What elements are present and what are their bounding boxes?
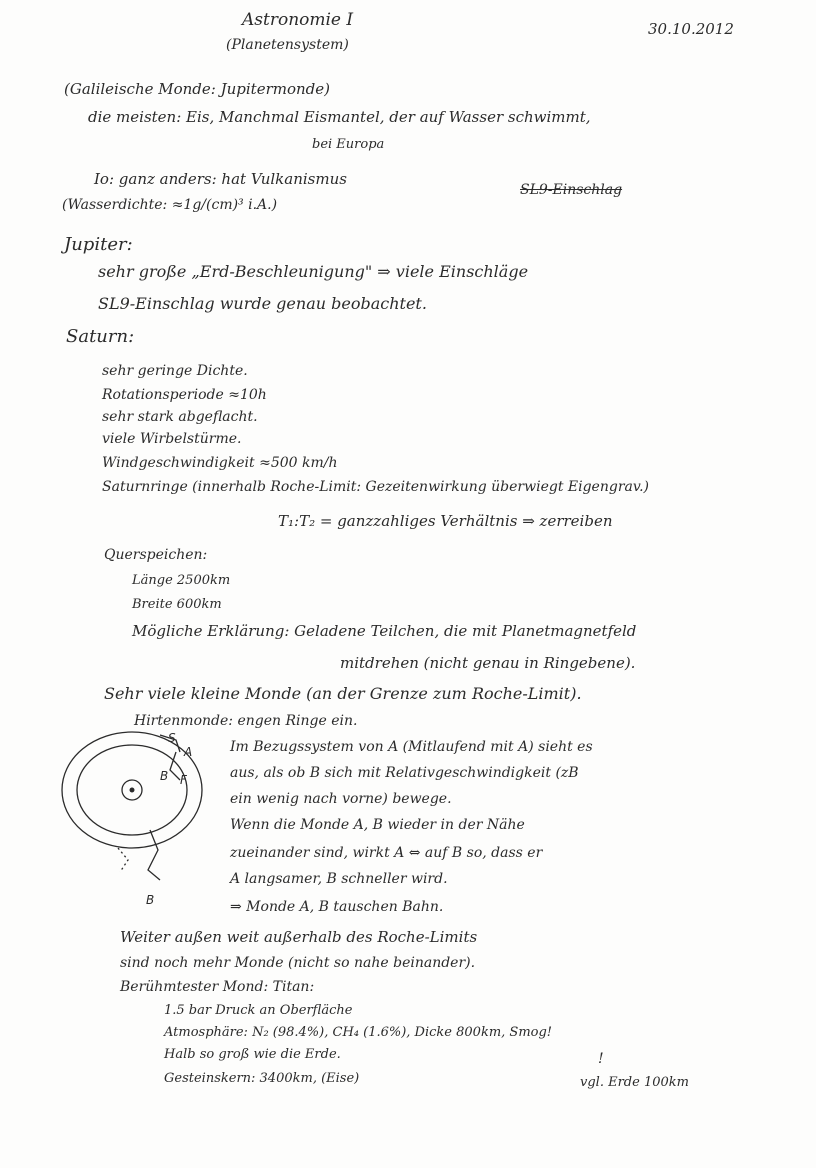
jupiter-heading: Jupiter: [64, 234, 133, 255]
titan-core: Gesteinskern: 3400km, (Eise) [164, 1071, 360, 1086]
planet-center-dot [130, 788, 135, 793]
dotted-path [118, 848, 128, 872]
galilean-europa: bei Europa [312, 137, 385, 152]
moons-paragraph-6: A langsamer, B schneller wird. [230, 871, 448, 887]
diagram-label: F [180, 773, 187, 787]
galilean-most: die meisten: Eis, Manchmal Eismantel, der auf Wasser schwimmt, [88, 108, 591, 126]
galilean-water: (Wasserdichte: ≈1g/(cm)³ i.A.) [62, 197, 278, 213]
moons-farther-1: Weiter außen weit außerhalb des Roche-Limits [120, 928, 478, 946]
diagram-label: S [168, 731, 176, 745]
moons-paragraph-5: zueinander sind, wirkt A ⇔ auf B so, dass er [230, 845, 543, 861]
second-moon-path [148, 830, 160, 880]
moons-farther-2: sind noch mehr Monde (nicht so nahe beinander). [120, 955, 476, 971]
galilean-io: Io: ganz anders: hat Vulkanismus [94, 170, 347, 188]
saturn-heading: Saturn: [66, 326, 135, 347]
struck-text: SL9-Einschlag [520, 182, 623, 198]
page-title: Astronomie I [242, 10, 354, 30]
moons-paragraph-2: aus, als ob B sich mit Relativgeschwindigkeit (zB [230, 765, 579, 781]
moons-famous: Berühmtester Mond: Titan: [120, 979, 315, 995]
page-subtitle: (Planetensystem) [226, 37, 349, 53]
spokes-width: Breite 600km [132, 597, 222, 612]
moons-paragraph-3: ein wenig nach vorne) bewege. [230, 791, 452, 807]
spokes-expl-1: Mögliche Erklärung: Geladene Teilchen, die mit Planetmagnetfeld [132, 622, 637, 640]
spokes-expl-2: mitdrehen (nicht genau in Ringebene). [340, 654, 636, 672]
note-date: 30.10.2012 [648, 20, 734, 38]
saturn-wind: Windgeschwindigkeit ≈500 km/h [102, 455, 338, 471]
jupiter-line-1: sehr große „Erd-Beschleunigung" ⇒ viele Einschläge [98, 262, 529, 281]
diagram-label: B [146, 893, 155, 907]
saturn-density: sehr geringe Dichte. [102, 363, 248, 379]
saturn-ratio: T₁:T₂ = ganzzahliges Verhältnis ⇒ zerreiben [278, 512, 613, 530]
moons-shepherd: Hirtenmonde: engen Ringe ein. [134, 713, 358, 729]
diagram-label: A [184, 745, 193, 759]
moons-many: Sehr viele kleine Monde (an der Grenze zum Roche-Limit). [104, 684, 582, 703]
saturn-rotation: Rotationsperiode ≈10h [102, 387, 267, 403]
titan-atmosphere: Atmosphäre: N₂ (98.4%), CH₄ (1.6%), Dicke 800km, Smog! [164, 1025, 553, 1040]
jupiter-line-2: SL9-Einschlag wurde genau beobachtet. [98, 294, 427, 313]
saturn-storms: viele Wirbelstürme. [102, 431, 242, 447]
galilean-heading: (Galileische Monde: Jupitermonde) [64, 80, 330, 98]
saturn-rings: Saturnringe (innerhalb Roche-Limit: Gezeitenwirkung überwiegt Eigengrav.) [102, 479, 650, 495]
spokes-length: Länge 2500km [132, 573, 231, 588]
titan-half: Halb so groß wie die Erde. [164, 1047, 341, 1062]
titan-mark: ! [598, 1051, 604, 1067]
moons-paragraph-4: Wenn die Monde A, B wieder in der Nähe [230, 817, 525, 833]
titan-compare: vgl. Erde 100km [580, 1075, 689, 1090]
diagram-label: B [160, 769, 169, 783]
spokes-heading: Querspeichen: [104, 547, 208, 563]
saturn-flattened: sehr stark abgeflacht. [102, 409, 258, 425]
moons-paragraph-7: ⇒ Monde A, B tauschen Bahn. [230, 899, 444, 915]
moons-paragraph-1: Im Bezugssystem von A (Mitlaufend mit A) sieht es [230, 739, 593, 755]
titan-pressure: 1.5 bar Druck an Oberfläche [164, 1003, 353, 1018]
